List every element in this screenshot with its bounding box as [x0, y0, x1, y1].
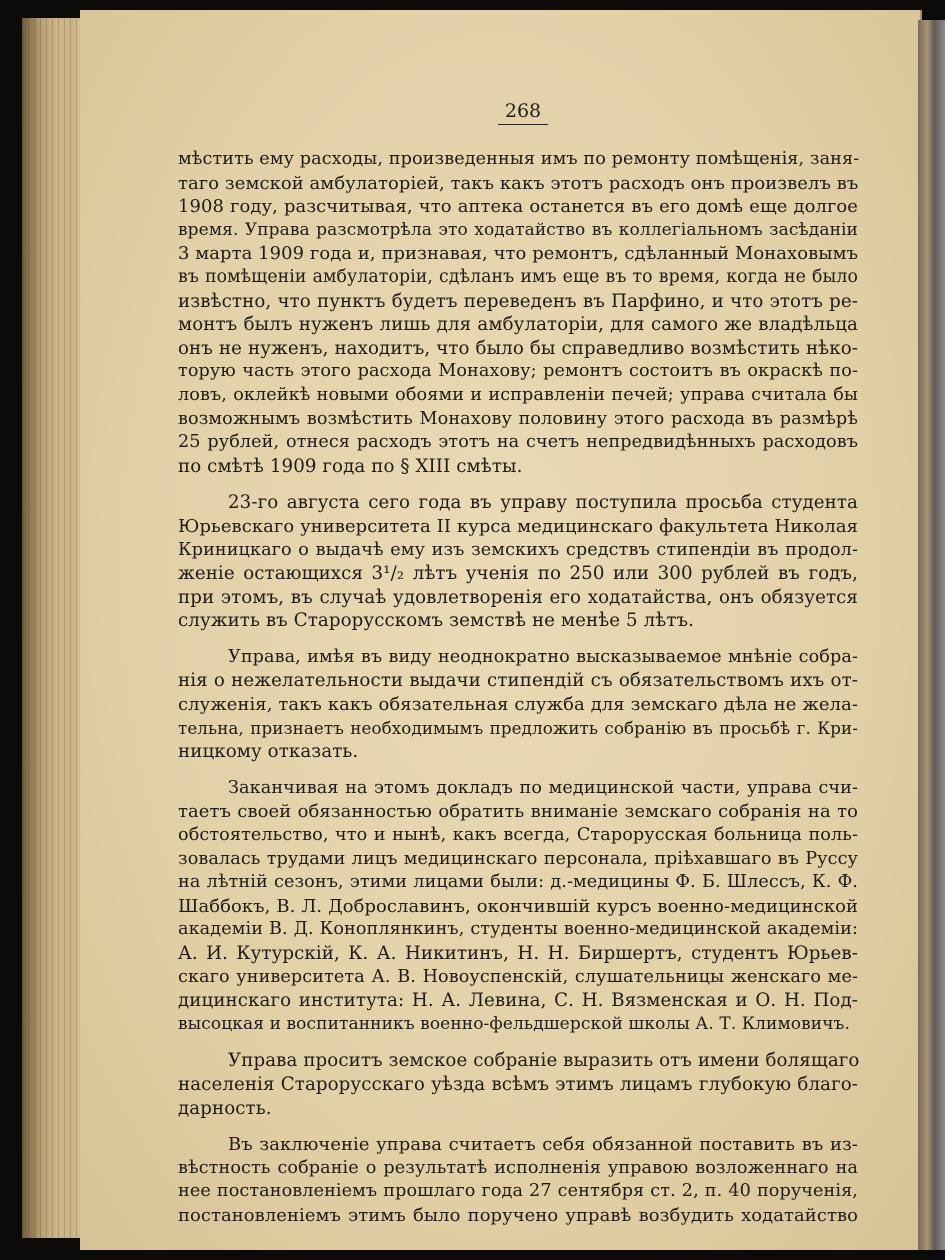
- text-line: зовалась трудами лицъ медицинскаго персонала, пріѣхавшаго въ Руссу: [178, 848, 858, 869]
- paragraph: [178, 491, 858, 633]
- text-line: монтъ былъ нуженъ лишь для амбулаторіи, для самого же владѣльца: [178, 314, 858, 336]
- text-line: академіи В. Д. Коноплянкинъ, студенты военно-медицинской академіи:: [178, 919, 858, 940]
- text-line: нее постановленіемъ прошлаго года 27 сентября ст. 2, п. 40 порученія,: [178, 1181, 858, 1202]
- text-line: нія о нежелательности выдачи стипендій съ обязательствомъ ихъ от-: [178, 670, 858, 692]
- body-text: [178, 148, 858, 1241]
- text-line: А. И. Кутурскій, К. А. Никитинъ, Н. Н. Биршертъ, студентъ Юрьев-: [178, 943, 858, 964]
- text-line: Заканчивая на этомъ докладъ по медицинской части, управа счи-: [228, 777, 858, 798]
- text-line: населенія Старорусскаго уѣзда всѣмъ этимъ лицамъ глубокую благо-: [178, 1073, 858, 1095]
- text-line: 3 марта 1909 года и, признавая, что ремонтъ, сдѣланный Монаховымъ: [178, 243, 859, 265]
- paragraph: [178, 148, 858, 478]
- text-line: таго земской амбулаторіей, такъ какъ этотъ расходъ онъ произвелъ въ: [178, 172, 859, 194]
- text-line: возможнымъ возмѣстить Монахову половину этого расхода въ размѣрѣ: [178, 408, 858, 429]
- paragraph: [178, 646, 858, 764]
- text-line: дарность.: [178, 1097, 272, 1119]
- text-line: дицинскаго института: Н. А. Левина, С. Н. Вязменская и О. Н. Под-: [178, 990, 858, 1012]
- text-line: 23-го августа сего года въ управу поступила просьба студента: [228, 492, 858, 514]
- text-line: высоцкая и воспитанникъ военно-фельдшерской школы А. Т. Климовичъ.: [178, 1013, 850, 1034]
- text-line: ницкому отказать.: [178, 741, 359, 763]
- text-line: Въ заключеніе управа считаетъ себя обязанной поставить въ из-: [228, 1134, 858, 1156]
- text-line: женіе остающихся 3¹/₂ лѣтъ ученія по 250 или 300 рублей въ годъ,: [178, 563, 858, 585]
- text-line: постановленіемъ этимъ было поручено управѣ возбудить ходатайство: [178, 1204, 858, 1226]
- text-line: ловъ, оклейкѣ новыми обоями и исправленіи печей; управа считала бы: [178, 384, 858, 405]
- text-line: обстоятельство, что и нынѣ, какъ всегда, Старорусская больница поль-: [178, 825, 858, 846]
- text-line: служить въ Старорусскомъ земствѣ не менѣе 5 лѣтъ.: [178, 610, 695, 632]
- text-line: Управа проситъ земское собраніе выразить отъ имени болящаго: [228, 1050, 860, 1072]
- text-line: 1908 году, разсчитывая, что аптека останется въ его домѣ еще долгое: [178, 196, 858, 218]
- text-line: время. Управа разсмотрѣла это ходатайство въ коллегіальномъ засѣданіи: [178, 219, 858, 240]
- paragraph: [178, 1133, 858, 1227]
- text-line: торую часть этого расхода Монахову; ремонтъ состоитъ въ окраскѣ по-: [178, 361, 858, 382]
- text-line: при этомъ, въ случаѣ удовлетворенія его ходатайства, онъ обязуется: [178, 586, 858, 608]
- text-line: мѣстить ему расходы, произведенныя имъ по ремонту помѣщенія, заня-: [178, 149, 860, 169]
- text-line: по смѣтѣ 1909 года по § XIII смѣты.: [178, 455, 523, 477]
- page-number: 268: [498, 100, 548, 125]
- text-line: въ помѣщеніи амбулаторіи, сдѣланъ имъ еще въ то время, когда не было: [178, 266, 858, 287]
- text-line: тельна, признаетъ необходимымъ предложить собранію въ просьбѣ г. Кри-: [178, 717, 858, 738]
- paragraph: [178, 1049, 858, 1120]
- text-line: онъ не нуженъ, находитъ, что было бы справедливо возмѣстить нѣко-: [178, 337, 858, 359]
- text-line: на лѣтній сезонъ, этими лицами были: д.-медицины Ф. Б. Шлессъ, К. Ф.: [178, 872, 858, 893]
- text-line: Управа, имѣя въ виду неоднократно высказываемое мнѣніе собра-: [228, 646, 858, 667]
- text-line: Шаббокъ, В. Л. Доброславинъ, окончившій курсъ военно-медицинской: [178, 895, 858, 917]
- text-line: 25 рублей, отнеся расходъ этотъ на счетъ непредвидѣнныхъ расходовъ: [178, 432, 858, 453]
- text-line: Криницкаго о выдачѣ ему изъ земскихъ средствъ стипендіи въ продол-: [178, 539, 858, 560]
- text-line: скаго университета А. В. Новоуспенскій, слушательницы женскаго ме-: [178, 966, 858, 987]
- text-line: таетъ своей обязанностью обратить вниманіе земскаго собранія на то: [178, 801, 858, 823]
- paragraph: [178, 777, 858, 1037]
- text-line: вѣстность собраніе о результатѣ исполненія управою возложеннаго на: [178, 1157, 858, 1178]
- text-line: Юрьевскаго университета II курса медицинскаго факультета Николая: [178, 515, 858, 537]
- book-cover-edge: [918, 20, 945, 1250]
- text-line: служенія, такъ какъ обязательная служба для земскаго дѣла не жела-: [178, 694, 858, 716]
- text-line: извѣстно, что пунктъ будетъ переведенъ въ Парфино, и что этотъ ре-: [178, 290, 858, 312]
